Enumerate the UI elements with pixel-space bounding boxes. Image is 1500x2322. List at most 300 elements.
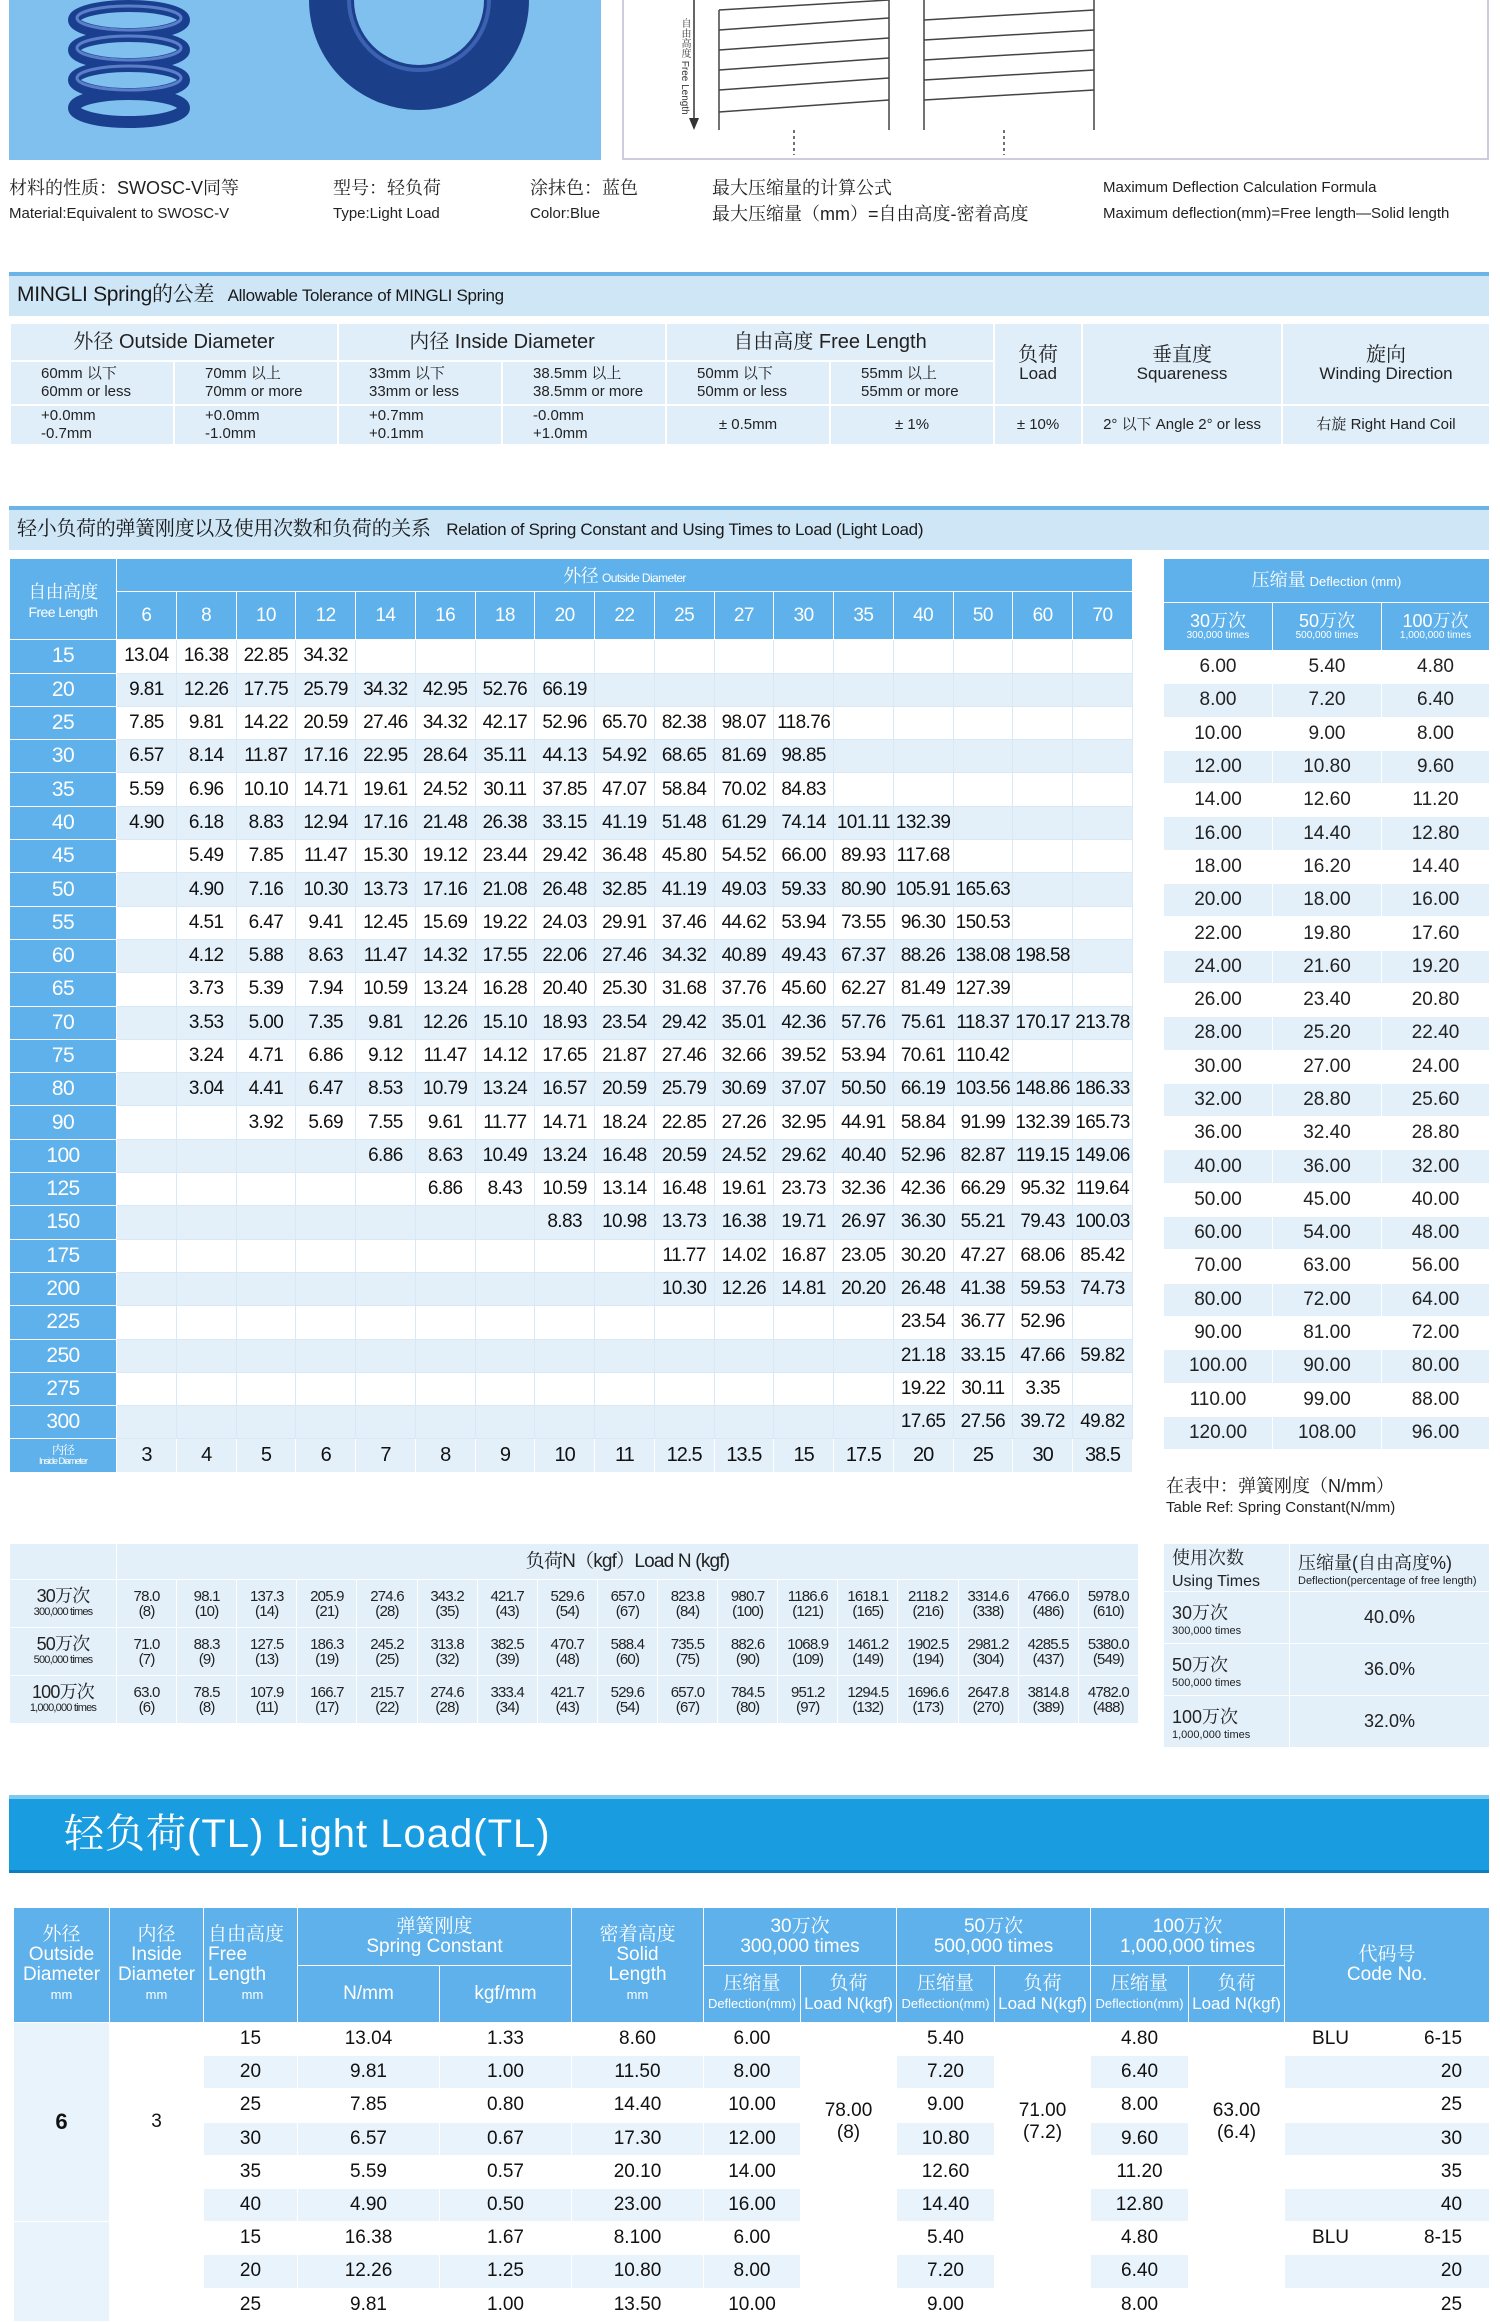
tl-def30: 10.00 [704,2288,801,2321]
constant-cell [953,706,1013,739]
constant-cell: 84.83 [774,773,834,806]
usage-row-100: 100万次 1,000,000 times [1164,1696,1290,1748]
constant-cell: 35.01 [714,1006,774,1039]
constant-cell [415,1272,475,1305]
constant-cell: 23.73 [774,1173,834,1206]
tl-def100: 8.00 [1091,2089,1189,2122]
constant-cell [535,1372,595,1405]
constant-cell [714,1339,774,1372]
constant-cell [117,1006,177,1039]
fl-tol-more: ± 1% [830,405,994,445]
constant-cell: 52.96 [893,1139,953,1172]
constant-cell [236,1406,296,1439]
constant-cell: 101.11 [834,806,894,839]
constant-cell: 82.87 [953,1139,1013,1172]
constant-cell: 17.65 [893,1406,953,1439]
tl-head-nmm: N/mm [298,1966,440,2023]
constant-cell [595,1306,655,1339]
deflection-cell: 24.00 [1164,950,1273,983]
constant-cell: 15.69 [415,906,475,939]
tl-def50: 14.40 [897,2188,995,2221]
constant-cell: 37.07 [774,1073,834,1106]
constant-cell [356,1306,416,1339]
id-label-en: Inside Diameter [38,1455,88,1466]
fl-sub-less: 50mm 以下 50mm or less [666,361,830,405]
free-length-175: 175 [10,1239,117,1272]
constant-cell [236,1139,296,1172]
deflection-cell: 24.00 [1382,1050,1490,1083]
constant-cell: 9.81 [356,1006,416,1039]
load-row [10,1628,1139,1676]
constant-cell: 7.35 [296,1006,356,1039]
constant-row [10,1073,1133,1106]
constant-cell: 19.61 [356,773,416,806]
color-cn: 涂抹色：蓝色 [530,178,638,198]
constant-cell [236,1173,296,1206]
constant-cell [834,1372,894,1405]
constant-cell: 51.48 [654,806,714,839]
constant-cell [475,640,535,673]
constant-cell: 81.69 [714,740,774,773]
od-col-20: 20 [535,592,595,640]
constant-cell: 41.38 [953,1272,1013,1305]
constant-cell [1013,673,1073,706]
type-en: Type:Light Load [333,205,440,222]
constant-cell [236,1372,296,1405]
constant-cell: 8.63 [296,939,356,972]
constant-cell: 17.55 [475,939,535,972]
load-cell: 951.2 (97) [778,1676,838,1724]
constant-cell: 32.95 [774,1106,834,1139]
constant-cell [893,673,953,706]
usage-row-50: 50万次 500,000 times [1164,1644,1290,1696]
constant-cell [236,1272,296,1305]
od-col-30: 30 [774,592,834,640]
deflection-cell: 80.00 [1164,1283,1273,1316]
constant-cell: 19.71 [774,1206,834,1239]
constant-cell [1073,673,1133,706]
fl-sub-more: 55mm 以上 55mm or more [830,361,994,405]
tl-code: 20 [1285,2255,1490,2288]
constant-cell: 98.85 [774,740,834,773]
constant-cell [714,673,774,706]
constant-cell: 4.12 [176,939,236,972]
constant-cell: 3.35 [1013,1372,1073,1405]
deflection-cell: 10.00 [1164,717,1273,750]
free-length-60: 60 [10,939,117,972]
constant-cell [1013,906,1073,939]
deflection-row [1164,1217,1490,1250]
deflection-cell: 12.60 [1273,784,1382,817]
constant-cell [595,640,655,673]
constant-cell [176,1339,236,1372]
constant-cell: 119.64 [1073,1173,1133,1206]
deflection-cell: 56.00 [1382,1250,1490,1283]
constant-cell: 32.85 [595,873,655,906]
tl-kgf: 0.50 [440,2188,572,2221]
deflection-row [1164,651,1490,684]
tl-head-def-100: 压缩量 Deflection(mm) [1091,1966,1189,2023]
constant-cell [834,1306,894,1339]
load-cell: 333.4 (34) [477,1676,537,1724]
constant-cell: 8.83 [535,1206,595,1239]
deflection-cell: 14.40 [1382,850,1490,883]
constant-cell: 21.18 [893,1339,953,1372]
tl-fl: 30 [204,2122,298,2155]
constant-cell [1073,873,1133,906]
load-cell: 78.5 (8) [177,1676,237,1724]
deflection-cell: 60.00 [1164,1217,1273,1250]
constant-cell [953,840,1013,873]
constant-cell: 13.24 [415,973,475,1006]
tl-solid: 10.80 [572,2255,704,2288]
using-times-head: 使用次数 Using Times [1164,1544,1290,1592]
constant-cell [236,1306,296,1339]
constant-cell: 22.85 [654,1106,714,1139]
constant-cell: 213.78 [1073,1006,1133,1039]
constant-cell: 29.42 [535,840,595,873]
constant-cell [1013,773,1073,806]
load-cell: 245.2 (25) [357,1628,417,1676]
deflection-cell: 40.00 [1382,1183,1490,1216]
inside-diameter-cell: 3 [117,1439,177,1472]
load-cell: 215.7 (22) [357,1676,417,1724]
tl-row [14,2023,1490,2056]
inside-diameter-cell: 10 [535,1439,595,1472]
deflection-cell: 28.00 [1164,1017,1273,1050]
constant-cell: 186.33 [1073,1073,1133,1106]
deflection-cell: 32.40 [1273,1117,1382,1150]
constant-cell [117,939,177,972]
deflection-row [1164,1350,1490,1383]
usage-row-30: 30万次 300,000 times [1164,1592,1290,1644]
constant-cell [475,1239,535,1272]
constant-cell: 12.26 [176,673,236,706]
load-table [9,1543,1139,1724]
deflection-row [1164,917,1490,950]
constant-cell [117,840,177,873]
od-col-27: 27 [714,592,774,640]
constant-cell: 11.47 [356,939,416,972]
constant-cell: 10.79 [415,1073,475,1106]
deflection-row [1164,1017,1490,1050]
constant-cell: 12.26 [714,1272,774,1305]
constant-cell: 14.81 [774,1272,834,1305]
constant-cell [774,1406,834,1439]
constant-cell: 42.17 [475,706,535,739]
od-head: 外径 Outside Diameter [10,323,338,361]
deflection-cell: 80.00 [1382,1350,1490,1383]
constant-cell [595,1239,655,1272]
tl-fl: 20 [204,2056,298,2089]
free-length-80: 80 [10,1073,117,1106]
tl-banner-title: 轻负荷(TL) Light Load(TL) [64,1812,551,1856]
constant-cell: 13.73 [356,873,416,906]
deflection-cell: 22.00 [1164,917,1273,950]
constant-cell: 15.10 [475,1006,535,1039]
constant-cell: 6.86 [356,1139,416,1172]
tl-od [14,2222,110,2322]
tl-fl: 15 [204,2222,298,2255]
load-cell: 823.8 (84) [657,1580,717,1628]
constant-cell [117,973,177,1006]
tl-kgf: 1.67 [440,2222,572,2255]
constant-cell: 32.36 [834,1173,894,1206]
constant-cell: 16.48 [595,1139,655,1172]
constant-cell: 85.42 [1073,1239,1133,1272]
tl-solid: 17.30 [572,2122,704,2155]
constant-cell: 20.59 [595,1073,655,1106]
load-cell: 529.6 (54) [597,1676,657,1724]
constant-title: 轻小负荷的弹簧刚度以及使用次数和负荷的关系 [17,518,431,540]
tl-def30: 12.00 [704,2122,801,2155]
constant-cell [953,673,1013,706]
constant-cell [654,640,714,673]
load-row-label: 50万次 500,000 times [10,1628,117,1676]
constant-cell: 98.07 [714,706,774,739]
constant-cell [1073,1372,1133,1405]
tl-head-od: 外径 Outside Diameter mm [14,1908,110,2023]
load-cell: 1696.6 (173) [898,1676,958,1724]
constant-row [10,1206,1133,1239]
deflection-cell: 14.00 [1164,784,1273,817]
constant-cell [774,1372,834,1405]
tl-kgf: 1.00 [440,2056,572,2089]
od-sub-more: 70mm 以上 70mm or more [174,361,338,405]
constant-cell [1073,640,1133,673]
deflection-cell: 96.00 [1382,1416,1490,1449]
constant-cell: 49.43 [774,939,834,972]
deflection-cell: 7.20 [1273,684,1382,717]
constant-cell: 37.46 [654,906,714,939]
constant-cell: 5.49 [176,840,236,873]
constant-cell [834,673,894,706]
deflection-cell: 16.20 [1273,850,1382,883]
free-length-45: 45 [10,840,117,873]
tl-solid: 23.00 [572,2188,704,2221]
constant-cell [893,640,953,673]
constant-cell [296,1239,356,1272]
constant-cell [415,1239,475,1272]
tolerance-title: MINGLI Spring的公差 [17,283,215,306]
load-cell: 137.3 (14) [237,1580,297,1628]
constant-cell [1073,906,1133,939]
constant-cell: 14.22 [236,706,296,739]
constant-cell: 24.52 [415,773,475,806]
constant-cell: 27.56 [953,1406,1013,1439]
deflection-cell: 22.40 [1382,1017,1490,1050]
constant-cell [117,1239,177,1272]
constant-row [10,1272,1133,1305]
deflection-cell: 70.00 [1164,1250,1273,1283]
constant-cell: 6.86 [296,1039,356,1072]
constant-cell: 12.94 [296,806,356,839]
constant-cell: 8.53 [356,1073,416,1106]
constant-cell [834,740,894,773]
constant-cell: 42.36 [774,1006,834,1039]
deflection-cell: 81.00 [1273,1316,1382,1349]
constant-cell [893,773,953,806]
load-cell: 657.0 (67) [597,1580,657,1628]
constant-cell [1013,806,1073,839]
deflection-cell: 6.40 [1382,684,1490,717]
constant-cell [893,706,953,739]
constant-cell [415,1372,475,1405]
deflection-row [1164,1383,1490,1416]
load-cell: 588.4 (60) [597,1628,657,1676]
squareness-tol: 2° 以下 Angle 2° or less [1082,405,1282,445]
deflection-row [1164,717,1490,750]
deflection-row [1164,1316,1490,1349]
constant-cell: 39.52 [774,1039,834,1072]
constant-cell [654,1339,714,1372]
constant-cell: 40.40 [834,1139,894,1172]
constant-cell [654,673,714,706]
light-load-table [13,1907,1490,2322]
constant-cell [1073,740,1133,773]
inside-diameter-cell: 15 [774,1439,834,1472]
constant-cell [1013,973,1073,1006]
tl-def50: 7.20 [897,2255,995,2288]
tl-kgf: 1.00 [440,2288,572,2321]
tl-load100 [1189,2222,1285,2322]
od-col-40: 40 [893,592,953,640]
tl-head-kgf: kgf/mm [440,1966,572,2023]
inside-diameter-cell: 30 [1013,1439,1073,1472]
constant-cell [117,1206,177,1239]
constant-cell [654,1372,714,1405]
table-ref-note [1166,1474,1486,1518]
constant-cell [1013,640,1073,673]
tolerance-title-bar [9,272,1489,316]
inside-diameter-cell: 12.5 [654,1439,714,1472]
constant-cell: 21.87 [595,1039,655,1072]
load-cell: 980.7 (100) [718,1580,778,1628]
constant-cell: 30.11 [953,1372,1013,1405]
tl-solid: 13.50 [572,2288,704,2321]
load-cell: 186.3 (19) [297,1628,357,1676]
free-length-50: 50 [10,873,117,906]
deflection-cell: 28.80 [1273,1083,1382,1116]
constant-cell: 50.50 [834,1073,894,1106]
constant-cell [535,1306,595,1339]
tl-def50: 12.60 [897,2155,995,2188]
constant-cell: 22.95 [356,740,416,773]
constant-cell [774,1306,834,1339]
constant-cell: 68.06 [1013,1239,1073,1272]
deflection-cell: 26.00 [1164,983,1273,1016]
od-col-14: 14 [356,592,416,640]
constant-cell: 54.52 [714,840,774,873]
constant-cell [535,1339,595,1372]
constant-cell: 89.93 [834,840,894,873]
constant-cell: 13.04 [117,640,177,673]
constant-cell: 150.53 [953,906,1013,939]
deflection-row [1164,817,1490,850]
constant-row [10,840,1133,873]
constant-cell: 3.53 [176,1006,236,1039]
constant-cell [117,1139,177,1172]
constant-cell: 127.39 [953,973,1013,1006]
deflection-header [1164,559,1490,603]
deflection-row [1164,1150,1490,1183]
tl-def100: 8.00 [1091,2288,1189,2321]
constant-cell: 79.43 [1013,1206,1073,1239]
usage-val-100: 32.0% [1290,1696,1490,1748]
constant-cell: 36.48 [595,840,655,873]
deflection-cell: 27.00 [1273,1050,1382,1083]
constant-cell: 5.39 [236,973,296,1006]
load-cell: 3814.8 (389) [1018,1676,1078,1724]
constant-cell: 16.38 [176,640,236,673]
tl-def100: 4.80 [1091,2222,1189,2255]
load-cell: 657.0 (67) [657,1676,717,1724]
deflection-row [1164,784,1490,817]
deflection-cell: 72.00 [1382,1316,1490,1349]
tl-load50: 71.00 (7.2) [995,2023,1091,2222]
deflection-row [1164,850,1490,883]
constant-cell: 59.53 [1013,1272,1073,1305]
constant-cell: 45.80 [654,840,714,873]
tl-banner [9,1795,1489,1870]
constant-cell [953,640,1013,673]
constant-cell: 4.41 [236,1073,296,1106]
constant-cell: 18.24 [595,1106,655,1139]
constant-cell: 11.47 [296,840,356,873]
deflection-row [1164,884,1490,917]
id-sub-less: 33mm 以下 33mm or less [338,361,502,405]
constant-cell [117,1306,177,1339]
id-tol-more: -0.0mm +1.0mm [502,405,666,445]
constant-cell: 14.71 [535,1106,595,1139]
load-cell: 4782.0 (488) [1078,1676,1138,1724]
constant-cell: 9.81 [176,706,236,739]
constant-cell [176,1106,236,1139]
fl-tol-less: ± 0.5mm [666,405,830,445]
constant-cell: 3.73 [176,973,236,1006]
tl-def30: 16.00 [704,2188,801,2221]
tl-def30: 8.00 [704,2255,801,2288]
constant-cell [176,1139,236,1172]
tl-nmm: 9.81 [298,2288,440,2321]
constant-cell [953,806,1013,839]
material-cn: 材料的性质：SWOSC-V同等 [9,178,240,198]
load-cell: 78.0 (8) [117,1580,177,1628]
constant-cell: 62.27 [834,973,894,1006]
constant-cell: 6.96 [176,773,236,806]
load-cell: 4766.0 (486) [1018,1580,1078,1628]
spring-diagram-panel [622,0,1489,160]
free-length-25: 25 [10,706,117,739]
constant-row [10,706,1133,739]
constant-cell: 82.38 [654,706,714,739]
tl-kgf: 0.80 [440,2089,572,2122]
constant-cell: 10.10 [236,773,296,806]
constant-cell [296,1339,356,1372]
constant-cell: 4.90 [176,873,236,906]
constant-cell [475,1306,535,1339]
constant-cell: 12.26 [415,1006,475,1039]
constant-cell [714,1372,774,1405]
load-cell: 3314.6 (338) [958,1580,1018,1628]
deflection-cell: 120.00 [1164,1416,1273,1449]
tl-def100: 12.80 [1091,2188,1189,2221]
constant-cell: 23.54 [595,1006,655,1039]
constant-cell: 96.30 [893,906,953,939]
tl-def100: 4.80 [1091,2023,1189,2056]
constant-row [10,1139,1133,1172]
free-length-70: 70 [10,1006,117,1039]
